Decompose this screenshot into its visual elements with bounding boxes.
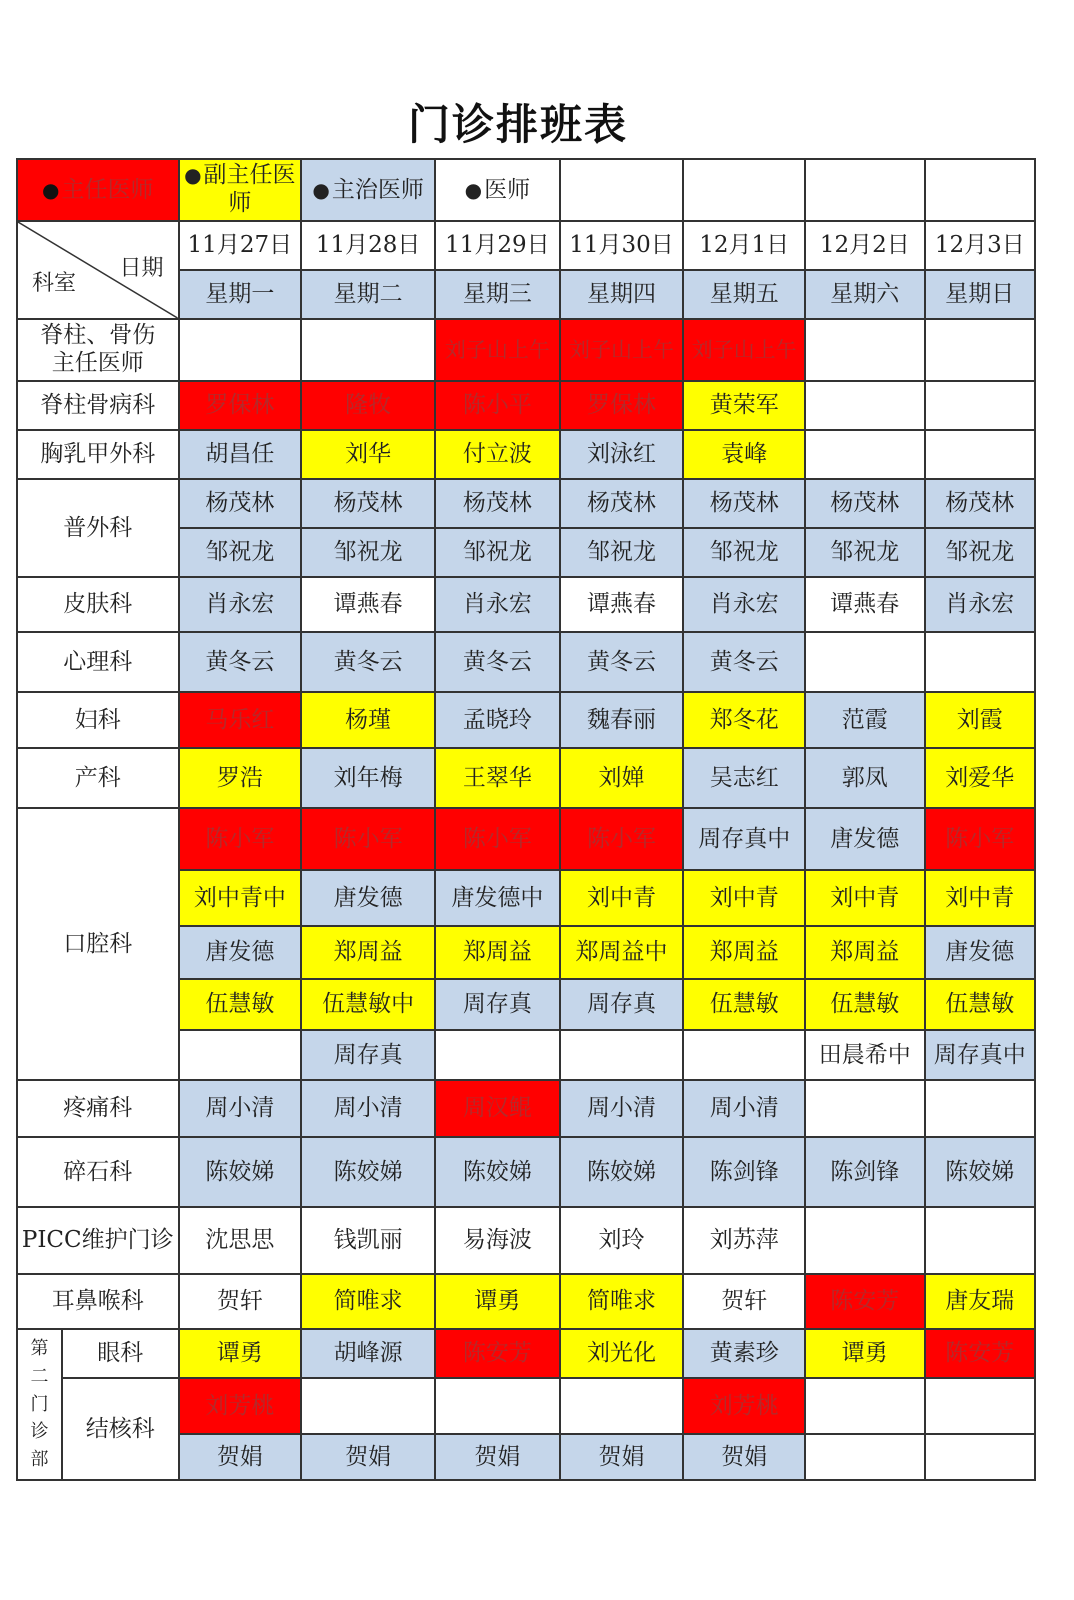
doctor-cell: 郑周益: [301, 926, 435, 979]
bullet-icon: ●: [184, 163, 202, 188]
weekday-header: 星期一: [179, 270, 302, 319]
empty-cell: [560, 159, 684, 221]
doctor-cell: 罗浩: [179, 748, 302, 808]
doctor-cell: 陈姣娣: [301, 1137, 435, 1207]
schedule-row: [17, 748, 1035, 808]
doctor-cell: 黄冬云: [179, 632, 302, 692]
department-name: PICC维护门诊: [17, 1207, 179, 1274]
doctor-cell: 王翠华: [435, 748, 560, 808]
doctor-cell: 邹祝龙: [683, 528, 805, 577]
empty-cell: [179, 319, 302, 381]
doctor-cell: 黄冬云: [435, 632, 560, 692]
doctor-cell: 黄素珍: [683, 1329, 805, 1378]
doctor-cell: 谭燕春: [805, 577, 925, 632]
doctor-cell: 陈小军: [435, 808, 560, 870]
empty-cell: [925, 319, 1035, 381]
empty-cell: [179, 1030, 302, 1080]
doctor-cell: 周存真: [435, 979, 560, 1030]
schedule-row: [17, 1137, 1035, 1207]
doctor-cell: 刘中青: [683, 870, 805, 926]
empty-cell: [925, 381, 1035, 430]
doctor-cell: 刘年梅: [301, 748, 435, 808]
doctor-cell: 邹祝龙: [925, 528, 1035, 577]
doctor-cell: 隆牧: [301, 381, 435, 430]
doctor-cell: 黄冬云: [683, 632, 805, 692]
empty-cell: [805, 632, 925, 692]
bullet-icon: ●: [42, 177, 60, 202]
doctor-cell: 吴志红: [683, 748, 805, 808]
doctor-cell: 简唯求: [301, 1274, 435, 1329]
doctor-cell: 贺娟: [301, 1434, 435, 1480]
department-name: 心理科: [17, 632, 179, 692]
empty-cell: [683, 159, 805, 221]
doctor-cell: 马乐红: [179, 692, 302, 748]
doctor-cell: 刘中青中: [179, 870, 302, 926]
weekday-header: 星期三: [435, 270, 560, 319]
doctor-cell: 肖永宏: [179, 577, 302, 632]
doctor-cell: 刘芳桃: [683, 1378, 805, 1434]
empty-cell: [805, 430, 925, 479]
doctor-cell: 胡峰源: [301, 1329, 435, 1378]
empty-cell: [925, 430, 1035, 479]
doctor-cell: 周汉鲲: [435, 1080, 560, 1137]
doctor-cell: 黄荣军: [683, 381, 805, 430]
empty-cell: [925, 632, 1035, 692]
doctor-cell: 周存真中: [925, 1030, 1035, 1080]
doctor-cell: 陈安芳: [805, 1274, 925, 1329]
doctor-cell: 唐发德: [805, 808, 925, 870]
doctor-cell: 周小清: [683, 1080, 805, 1137]
schedule-row: [17, 319, 1035, 381]
schedule-row: [17, 577, 1035, 632]
doctor-cell: 周存真: [301, 1030, 435, 1080]
doctor-cell: 黄冬云: [560, 632, 684, 692]
doctor-cell: 周小清: [560, 1080, 684, 1137]
date-header: 12月3日: [925, 221, 1035, 270]
doctor-cell: 邹祝龙: [560, 528, 684, 577]
date-header-label: 日期: [119, 256, 164, 281]
legend-attending: ●主治医师: [301, 159, 435, 221]
empty-cell: [925, 1434, 1035, 1480]
doctor-cell: 陈安芳: [435, 1329, 560, 1378]
empty-cell: [925, 1207, 1035, 1274]
empty-cell: [435, 1030, 560, 1080]
doctor-cell: 陈小军: [179, 808, 302, 870]
empty-cell: [560, 1378, 684, 1434]
doctor-cell: 郑冬花: [683, 692, 805, 748]
doctor-cell: 胡昌任: [179, 430, 302, 479]
doctor-cell: 简唯求: [560, 1274, 684, 1329]
doctor-cell: 贺娟: [683, 1434, 805, 1480]
doctor-cell: 杨瑾: [301, 692, 435, 748]
schedule-table: [16, 158, 1036, 1481]
schedule-row: [17, 381, 1035, 430]
doctor-cell: 付立波: [435, 430, 560, 479]
doctor-cell: 孟晓玲: [435, 692, 560, 748]
doctor-cell: 邹祝龙: [179, 528, 302, 577]
schedule-row: [17, 479, 1035, 528]
empty-cell: [301, 1378, 435, 1434]
empty-cell: [301, 319, 435, 381]
date-header: 12月1日: [683, 221, 805, 270]
department-name: 耳鼻喉科: [17, 1274, 179, 1329]
doctor-cell: 田晨希中: [805, 1030, 925, 1080]
schedule-row: [17, 1080, 1035, 1137]
doctor-cell: 贺娟: [560, 1434, 684, 1480]
doctor-cell: 陈姣娣: [925, 1137, 1035, 1207]
empty-cell: [925, 1080, 1035, 1137]
doctor-cell: 罗保林: [560, 381, 684, 430]
department-name: 碎石科: [17, 1137, 179, 1207]
weekday-header: 星期四: [560, 270, 684, 319]
doctor-cell: 杨茂林: [805, 479, 925, 528]
doctor-cell: 刘苏萍: [683, 1207, 805, 1274]
date-header: 11月29日: [435, 221, 560, 270]
doctor-cell: 黄冬云: [301, 632, 435, 692]
bullet-icon: ●: [312, 177, 330, 202]
doctor-cell: 伍慧敏中: [301, 979, 435, 1030]
doctor-cell: 唐发德: [179, 926, 302, 979]
doctor-cell: 郑周益: [435, 926, 560, 979]
doctor-cell: 唐发德: [301, 870, 435, 926]
doctor-cell: 刘爱华: [925, 748, 1035, 808]
doctor-cell: 刘子山上午: [435, 319, 560, 381]
doctor-cell: 陈剑锋: [683, 1137, 805, 1207]
doctor-cell: 刘中青: [805, 870, 925, 926]
group-label: [17, 1329, 62, 1480]
group-label-text: 第二门诊部: [30, 1337, 49, 1471]
doctor-cell: 邹祝龙: [435, 528, 560, 577]
doctor-cell: 杨茂林: [683, 479, 805, 528]
empty-cell: [683, 1030, 805, 1080]
department-name: 疼痛科: [17, 1080, 179, 1137]
doctor-cell: 杨茂林: [925, 479, 1035, 528]
doctor-cell: 肖永宏: [435, 577, 560, 632]
doctor-cell: 刘霞: [925, 692, 1035, 748]
doctor-cell: 周小清: [301, 1080, 435, 1137]
empty-cell: [805, 1378, 925, 1434]
legend-associate-chief: ●副主任医师: [179, 159, 302, 221]
doctor-cell: 陈小平: [435, 381, 560, 430]
schedule-row: [17, 1274, 1035, 1329]
department-name: 普外科: [17, 479, 179, 577]
legend-physician: ●医师: [435, 159, 560, 221]
dept-header-label: 科室: [32, 270, 77, 296]
doctor-cell: 刘中青: [560, 870, 684, 926]
doctor-cell: 郑周益: [805, 926, 925, 979]
doctor-cell: 陈安芳: [925, 1329, 1035, 1378]
doctor-cell: 伍慧敏: [683, 979, 805, 1030]
weekday-header: 星期六: [805, 270, 925, 319]
doctor-cell: 贺娟: [435, 1434, 560, 1480]
doctor-cell: 唐发德: [925, 926, 1035, 979]
doctor-cell: 陈小军: [560, 808, 684, 870]
date-header: 12月2日: [805, 221, 925, 270]
doctor-cell: 肖永宏: [925, 577, 1035, 632]
doctor-cell: 郑周益: [683, 926, 805, 979]
page-title: 门诊排班表: [407, 100, 628, 149]
schedule-row: [17, 1378, 1035, 1434]
doctor-cell: 袁峰: [683, 430, 805, 479]
empty-cell: [805, 381, 925, 430]
date-header: 11月27日: [179, 221, 302, 270]
date-header: 11月30日: [560, 221, 684, 270]
doctor-cell: 肖永宏: [683, 577, 805, 632]
doctor-cell: 刘华: [301, 430, 435, 479]
doctor-cell: 邹祝龙: [301, 528, 435, 577]
doctor-cell: 刘子山上午: [560, 319, 684, 381]
empty-cell: [925, 1378, 1035, 1434]
doctor-cell: 周存真: [560, 979, 684, 1030]
doctor-cell: 周存真中: [683, 808, 805, 870]
doctor-cell: 周小清: [179, 1080, 302, 1137]
empty-cell: [805, 319, 925, 381]
weekday-header: 星期日: [925, 270, 1035, 319]
doctor-cell: 陈小军: [925, 808, 1035, 870]
doctor-cell: 陈小军: [301, 808, 435, 870]
doctor-cell: 刘光化: [560, 1329, 684, 1378]
doctor-cell: 谭勇: [179, 1329, 302, 1378]
doctor-cell: 陈姣娣: [435, 1137, 560, 1207]
schedule-row: [17, 1329, 1035, 1378]
schedule-row: [17, 692, 1035, 748]
doctor-cell: 伍慧敏: [179, 979, 302, 1030]
schedule-row: [17, 1207, 1035, 1274]
doctor-cell: 刘泳红: [560, 430, 684, 479]
bullet-icon: ●: [464, 177, 483, 202]
doctor-cell: 杨茂林: [179, 479, 302, 528]
doctor-cell: 沈思思: [179, 1207, 302, 1274]
schedule-row: [17, 808, 1035, 870]
empty-cell: [435, 1378, 560, 1434]
department-name: 胸乳甲外科: [17, 430, 179, 479]
department-name: 脊柱、骨伤主任医师: [17, 319, 179, 381]
doctor-cell: 刘玲: [560, 1207, 684, 1274]
empty-cell: [805, 159, 925, 221]
weekday-header: 星期五: [683, 270, 805, 319]
doctor-cell: 贺轩: [179, 1274, 302, 1329]
doctor-cell: 谭勇: [805, 1329, 925, 1378]
doctor-cell: 刘中青: [925, 870, 1035, 926]
doctor-cell: 魏春丽: [560, 692, 684, 748]
doctor-cell: 陈姣娣: [179, 1137, 302, 1207]
department-name: 产科: [17, 748, 179, 808]
doctor-cell: 郑周益中: [560, 926, 684, 979]
doctor-cell: 杨茂林: [435, 479, 560, 528]
doctor-cell: 贺轩: [683, 1274, 805, 1329]
dept-date-corner: [17, 221, 179, 319]
doctor-cell: 刘芳桃: [179, 1378, 302, 1434]
doctor-cell: 陈姣娣: [560, 1137, 684, 1207]
department-name: 结核科: [62, 1378, 179, 1480]
doctor-cell: 罗保林: [179, 381, 302, 430]
doctor-cell: 范霞: [805, 692, 925, 748]
doctor-cell: 郭凤: [805, 748, 925, 808]
legend-chief: ●主任医师: [17, 159, 179, 221]
schedule-row: [17, 430, 1035, 479]
doctor-cell: 易海波: [435, 1207, 560, 1274]
doctor-cell: 邹祝龙: [805, 528, 925, 577]
department-name: 眼科: [62, 1329, 179, 1378]
doctor-cell: 谭燕春: [301, 577, 435, 632]
doctor-cell: 谭勇: [435, 1274, 560, 1329]
doctor-cell: 谭燕春: [560, 577, 684, 632]
legend-row: [17, 159, 1035, 221]
doctor-cell: 杨茂林: [560, 479, 684, 528]
doctor-cell: 杨茂林: [301, 479, 435, 528]
doctor-cell: 刘子山上午: [683, 319, 805, 381]
doctor-cell: 陈剑锋: [805, 1137, 925, 1207]
doctor-cell: 刘婵: [560, 748, 684, 808]
empty-cell: [805, 1434, 925, 1480]
empty-cell: [560, 1030, 684, 1080]
doctor-cell: 伍慧敏: [805, 979, 925, 1030]
department-name: 口腔科: [17, 808, 179, 1080]
empty-cell: [925, 159, 1035, 221]
doctor-cell: 唐发德中: [435, 870, 560, 926]
empty-cell: [805, 1080, 925, 1137]
department-name: 脊柱骨病科: [17, 381, 179, 430]
date-row: [17, 221, 1035, 270]
doctor-cell: 伍慧敏: [925, 979, 1035, 1030]
schedule-row: [17, 632, 1035, 692]
doctor-cell: 钱凯丽: [301, 1207, 435, 1274]
weekday-header: 星期二: [301, 270, 435, 319]
doctor-cell: 唐友瑞: [925, 1274, 1035, 1329]
department-name: 妇科: [17, 692, 179, 748]
doctor-cell: 贺娟: [179, 1434, 302, 1480]
department-name: 皮肤科: [17, 577, 179, 632]
empty-cell: [805, 1207, 925, 1274]
date-header: 11月28日: [301, 221, 435, 270]
